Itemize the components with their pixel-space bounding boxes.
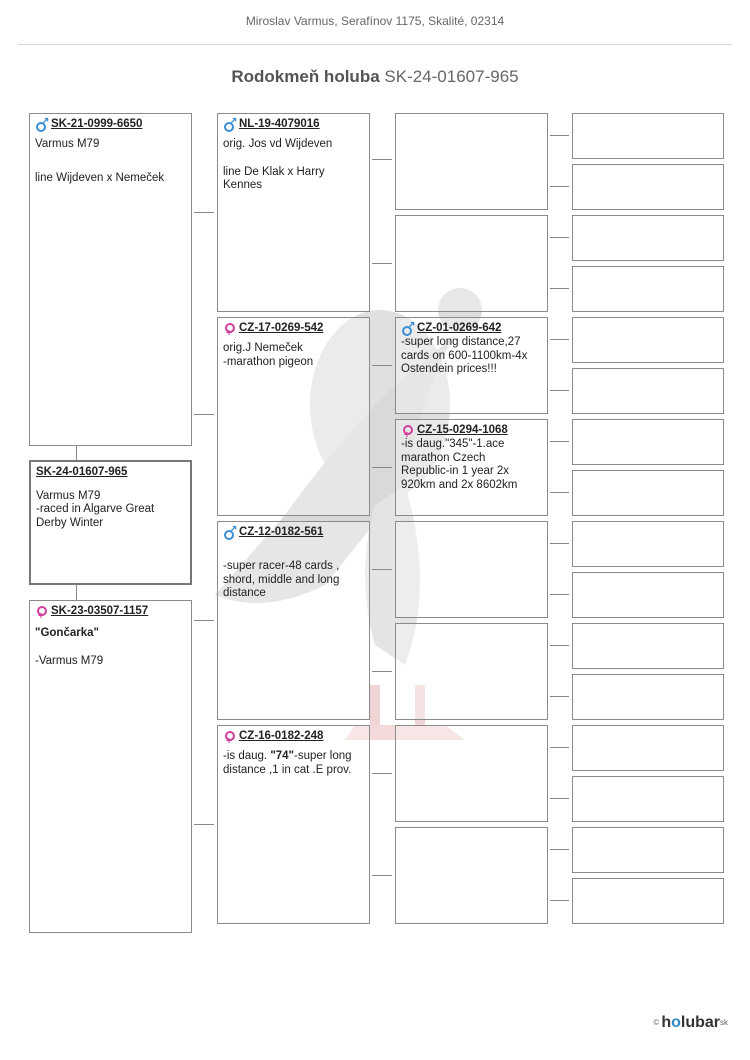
g4-box-9[interactable] — [572, 521, 724, 567]
header-divider — [18, 44, 732, 45]
g4-box-15[interactable] — [572, 827, 724, 873]
connector — [550, 543, 569, 544]
male-icon — [35, 118, 49, 132]
g4-box-7[interactable] — [572, 419, 724, 465]
g4-box-6[interactable] — [572, 368, 724, 414]
mm-ring[interactable]: + CZ-16-0182-248 — [223, 730, 364, 744]
male-icon — [401, 322, 415, 336]
connector — [550, 186, 569, 187]
fmm-card[interactable]: + CZ-15-0294-1068 -is daug."345"-1.ace marathon Czech Republic-in 1 year 2x 920km and 2x 8602km — [395, 419, 548, 516]
connector — [550, 645, 569, 646]
female-icon — [223, 730, 237, 744]
connector — [372, 773, 392, 774]
connector — [550, 135, 569, 136]
father-ring[interactable]: ↗ SK-21-0999-6650 — [35, 118, 186, 132]
mm-card[interactable]: + CZ-16-0182-248 -is daug. "74"-super long distance ,1 in cat .E prov. — [217, 725, 370, 924]
connector — [372, 671, 392, 672]
g3-box-8[interactable] — [395, 827, 548, 924]
connector — [550, 900, 569, 901]
g4-box-4[interactable] — [572, 266, 724, 312]
mf-ring[interactable]: ↗ CZ-12-0182-561 — [223, 526, 364, 540]
fm-ring[interactable]: + CZ-17-0269-542 — [223, 322, 364, 336]
page-title — [0, 67, 750, 87]
connector — [76, 446, 77, 460]
g4-box-16[interactable] — [572, 878, 724, 924]
g4-box-8[interactable] — [572, 470, 724, 516]
female-icon — [401, 424, 415, 438]
g3-box-1[interactable] — [395, 113, 548, 210]
connector — [550, 237, 569, 238]
ff-ring[interactable]: ↗ NL-19-4079016 — [223, 118, 364, 132]
holubar-logo: © holubarsk — [653, 1014, 728, 1031]
connector — [194, 824, 214, 825]
connector — [550, 594, 569, 595]
connector — [550, 747, 569, 748]
connector — [372, 263, 392, 264]
g3-box-7[interactable] — [395, 725, 548, 822]
g3-box-5[interactable] — [395, 521, 548, 618]
g4-box-2[interactable] — [572, 164, 724, 210]
connector — [372, 875, 392, 876]
title-lead: Rodokmeň holuba — [231, 67, 380, 86]
g3-box-6[interactable] — [395, 623, 548, 720]
g4-box-13[interactable] — [572, 725, 724, 771]
fmm-ring[interactable]: + CZ-15-0294-1068 — [401, 424, 542, 438]
title-ring: SK-24-01607-965 — [384, 67, 519, 86]
g4-box-14[interactable] — [572, 776, 724, 822]
male-icon — [223, 118, 237, 132]
connector — [372, 467, 392, 468]
female-icon — [35, 605, 49, 619]
connector — [550, 339, 569, 340]
connector — [372, 569, 392, 570]
connector — [550, 288, 569, 289]
mother-card[interactable]: + SK-23-03507-1157 "Gončarka" -Varmus M79 — [29, 600, 192, 933]
g4-box-1[interactable] — [572, 113, 724, 159]
subject-ring[interactable]: SK-24-01607-965 — [36, 466, 128, 478]
g4-box-10[interactable] — [572, 572, 724, 618]
fmf-card[interactable]: ↗ CZ-01-0269-642 -super long distance,27 cards on 600-1100km-4x Ostendein prices!!! — [395, 317, 548, 414]
connector — [550, 492, 569, 493]
g4-box-3[interactable] — [572, 215, 724, 261]
male-icon — [223, 526, 237, 540]
connector — [194, 414, 214, 415]
ff-card[interactable]: ↗ NL-19-4079016 orig. Jos vd Wijdeven line De Klak x Harry Kennes — [217, 113, 370, 312]
g3-box-2[interactable] — [395, 215, 548, 312]
breeder-address: Miroslav Varmus, Serafínov 1175, Skalité, 02314 — [245, 14, 505, 28]
connector — [550, 798, 569, 799]
connector — [372, 159, 392, 160]
fmf-ring[interactable]: ↗ CZ-01-0269-642 — [401, 322, 542, 336]
connector — [550, 849, 569, 850]
mf-card[interactable]: ↗ CZ-12-0182-561 -super racer-48 cards , shord, middle and long distance — [217, 521, 370, 720]
g4-box-12[interactable] — [572, 674, 724, 720]
connector — [372, 365, 392, 366]
connector — [550, 441, 569, 442]
father-card[interactable]: ↗ SK-21-0999-6650 Varmus M79 line Wijdeven x Nemeček — [29, 113, 192, 446]
fm-card[interactable]: + CZ-17-0269-542 orig.J Nemeček -marathon pigeon — [217, 317, 370, 516]
g4-box-5[interactable] — [572, 317, 724, 363]
subject-card[interactable]: SK-24-01607-965 Varmus M79 -raced in Algarve Great Derby Winter — [29, 460, 192, 585]
connector — [194, 620, 214, 621]
connector — [550, 696, 569, 697]
connector — [550, 390, 569, 391]
female-icon — [223, 322, 237, 336]
mother-ring[interactable]: + SK-23-03507-1157 — [35, 605, 186, 619]
connector — [194, 212, 214, 213]
connector — [76, 585, 77, 600]
g4-box-11[interactable] — [572, 623, 724, 669]
